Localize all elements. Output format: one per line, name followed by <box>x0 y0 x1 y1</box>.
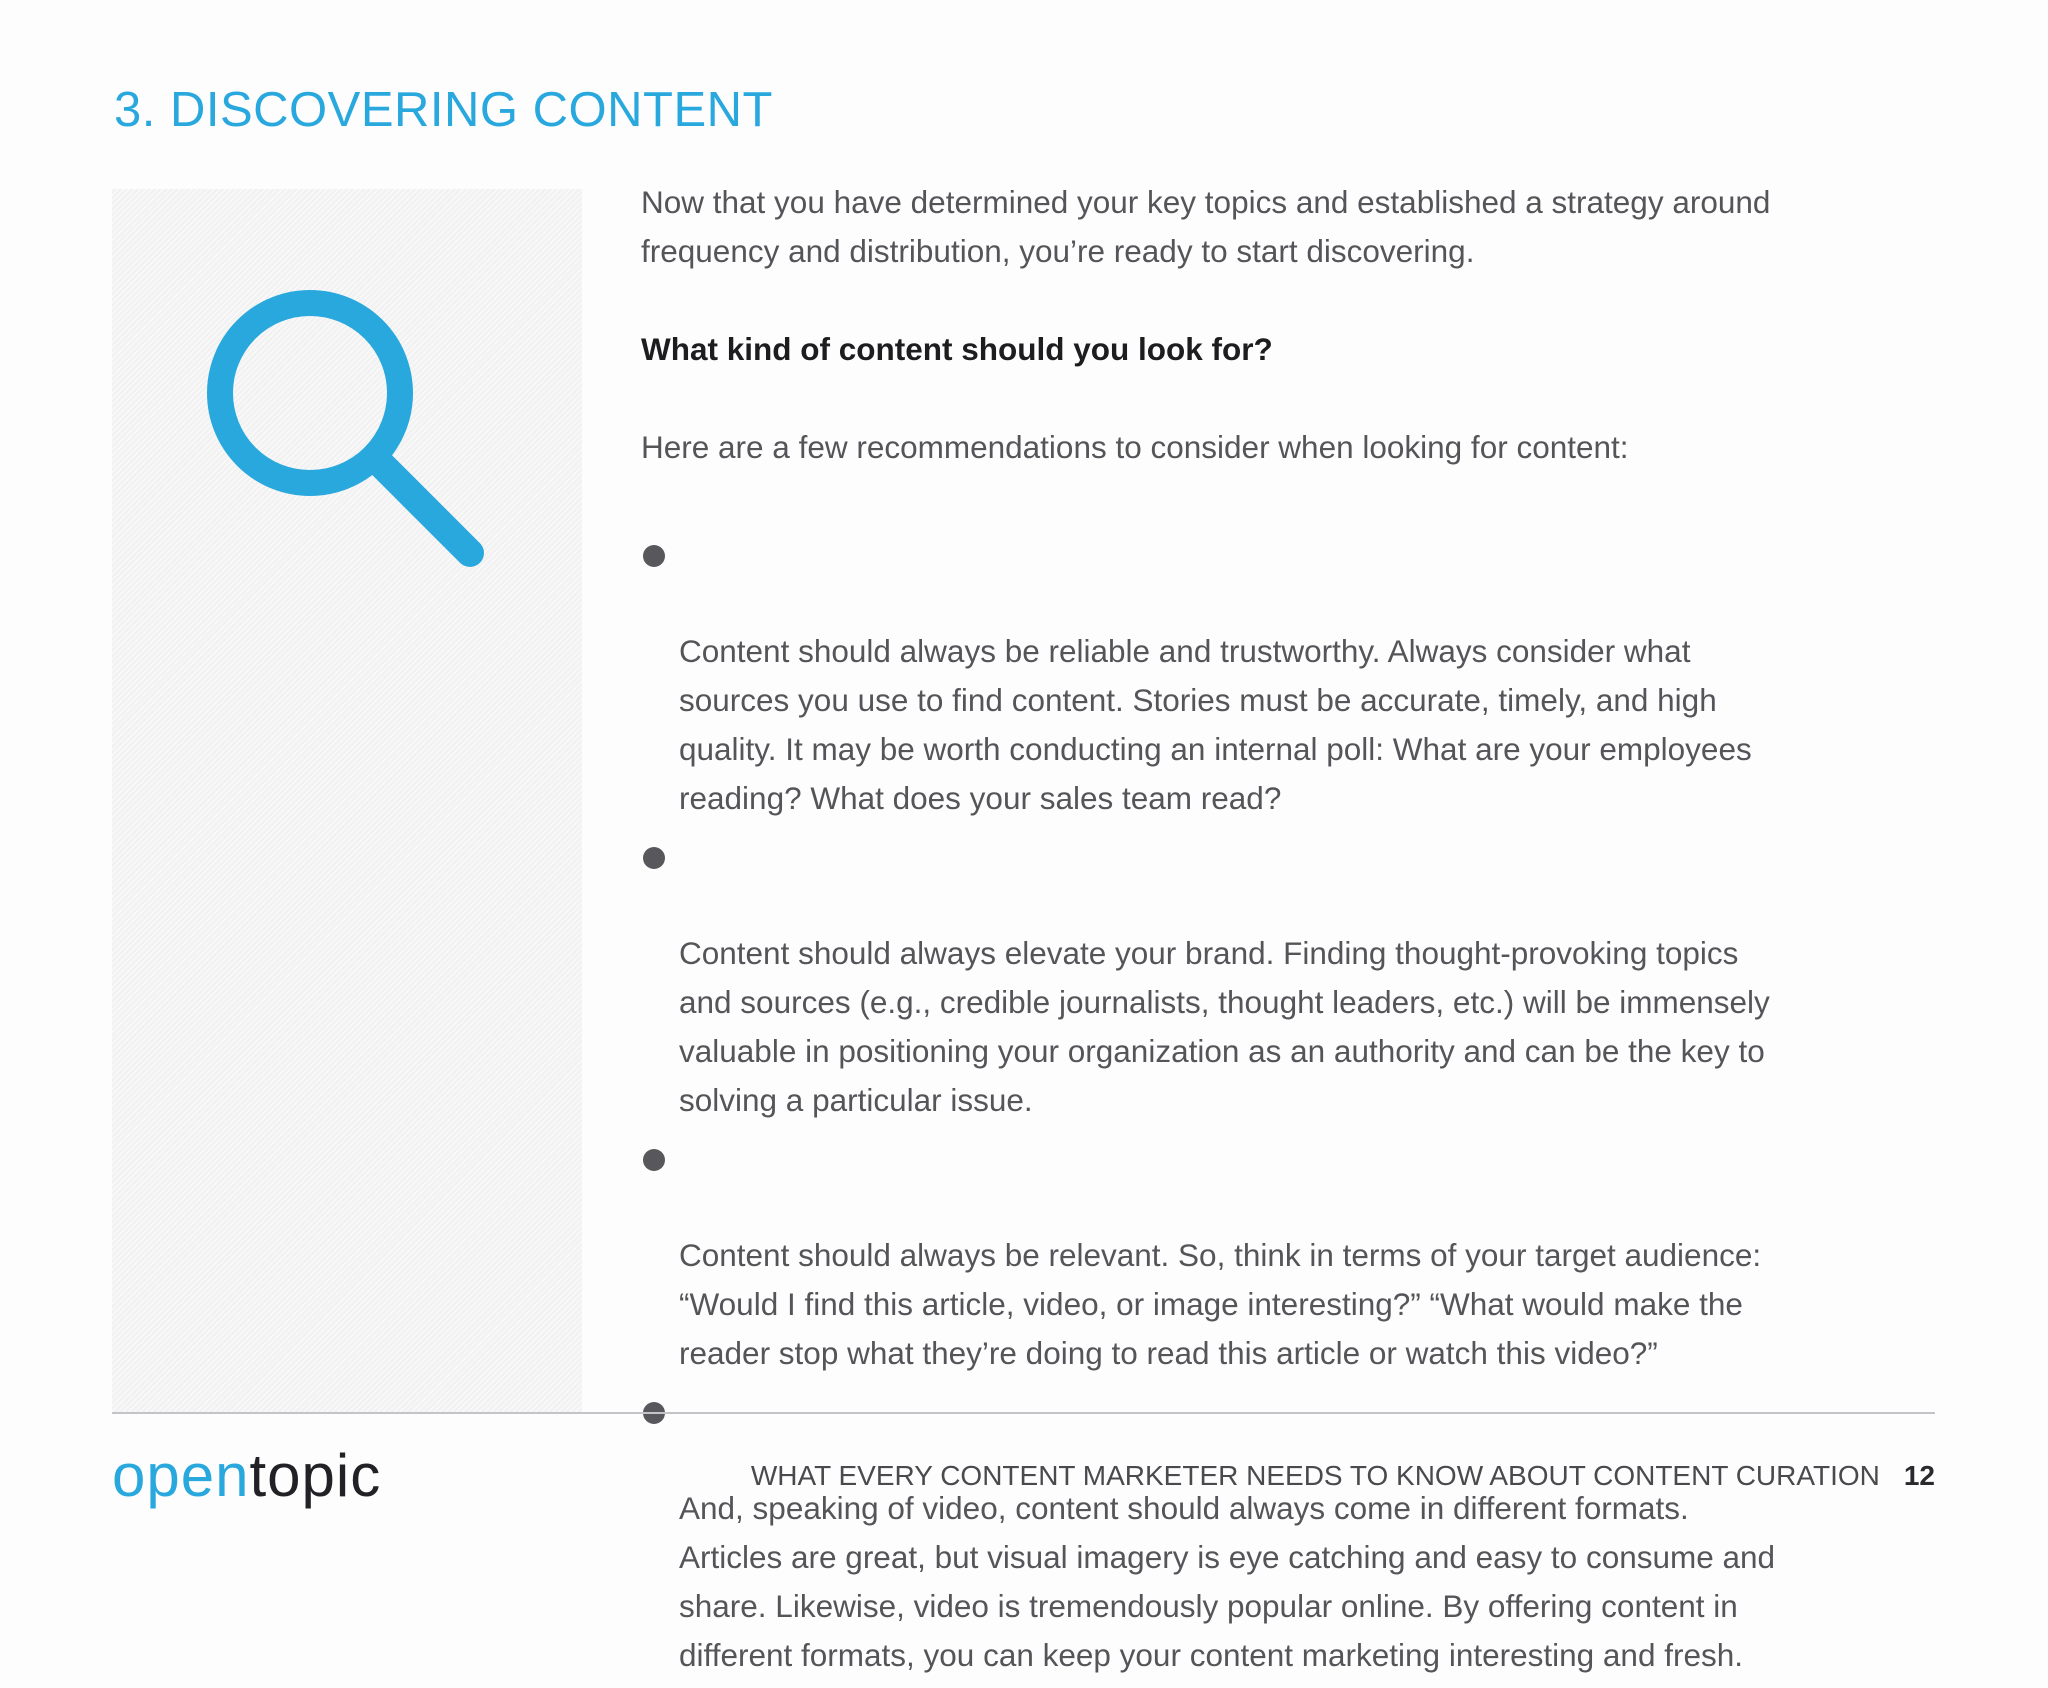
subheading-question: What kind of content should you look for? <box>641 331 1273 367</box>
intro-line: frequency and distribution, you’re ready to start discovering. <box>641 233 1475 269</box>
opentopic-logo <box>112 1436 381 1516</box>
intro-paragraph <box>641 178 1941 276</box>
bullet-icon <box>643 1149 665 1171</box>
document-title: WHAT EVERY CONTENT MARKETER NEEDS TO KNOW ABOUT CONTENT CURATION <box>750 1460 1880 1491</box>
logo-open-text: open <box>112 1442 250 1509</box>
lead-paragraph: Here are a few recommendations to consider when looking for content: <box>641 429 1629 465</box>
list-item-text: Content should always be reliable and trustworthy. Always consider what sources you use to find content. Stories must be accurate, timely, and high quality. It may be worth conducting an internal poll: What are your employees reading? What does your sales team read? <box>679 633 1752 816</box>
bullet-icon <box>643 545 665 567</box>
list-item-text: Content should always be relevant. So, think in terms of your target audience: “Would I find this article, video, or image interesting?” “What would make the reader stop what they’re doing to read this article or watch this video?” <box>679 1237 1762 1371</box>
section-title: 3. DISCOVERING CONTENT <box>114 83 773 137</box>
intro-line: Now that you have determined your key topics and established a strategy around <box>641 184 1771 220</box>
list-item-text: Content should always elevate your brand. Finding thought-provoking topics and sources (e.g., credible journalists, thought leaders, etc.) will be immensely valuable in positioning your organization as an authority and can be the key to solving a particular issue. <box>679 935 1770 1118</box>
recommendation-list <box>641 529 1941 1680</box>
footer-divider <box>112 1412 1935 1414</box>
list-item <box>641 529 1941 823</box>
list-item-text: And, speaking of video, content should always come in different formats. Articles are great, but visual imagery is eye catching and easy to consume and share. Likewise, video is tremendously popular online. By offering content in different formats, you can keep your content marketing interesting and fresh. <box>679 1490 1776 1673</box>
side-panel <box>112 189 582 1414</box>
page-number: 12 <box>1903 1460 1935 1491</box>
search-icon <box>212 295 487 570</box>
logo-topic-text: topic <box>249 1442 382 1509</box>
list-item <box>641 1386 1941 1680</box>
page-footer <box>751 1458 1935 1494</box>
list-item <box>641 1133 1941 1378</box>
bullet-icon <box>643 847 665 869</box>
list-item <box>641 831 1941 1125</box>
